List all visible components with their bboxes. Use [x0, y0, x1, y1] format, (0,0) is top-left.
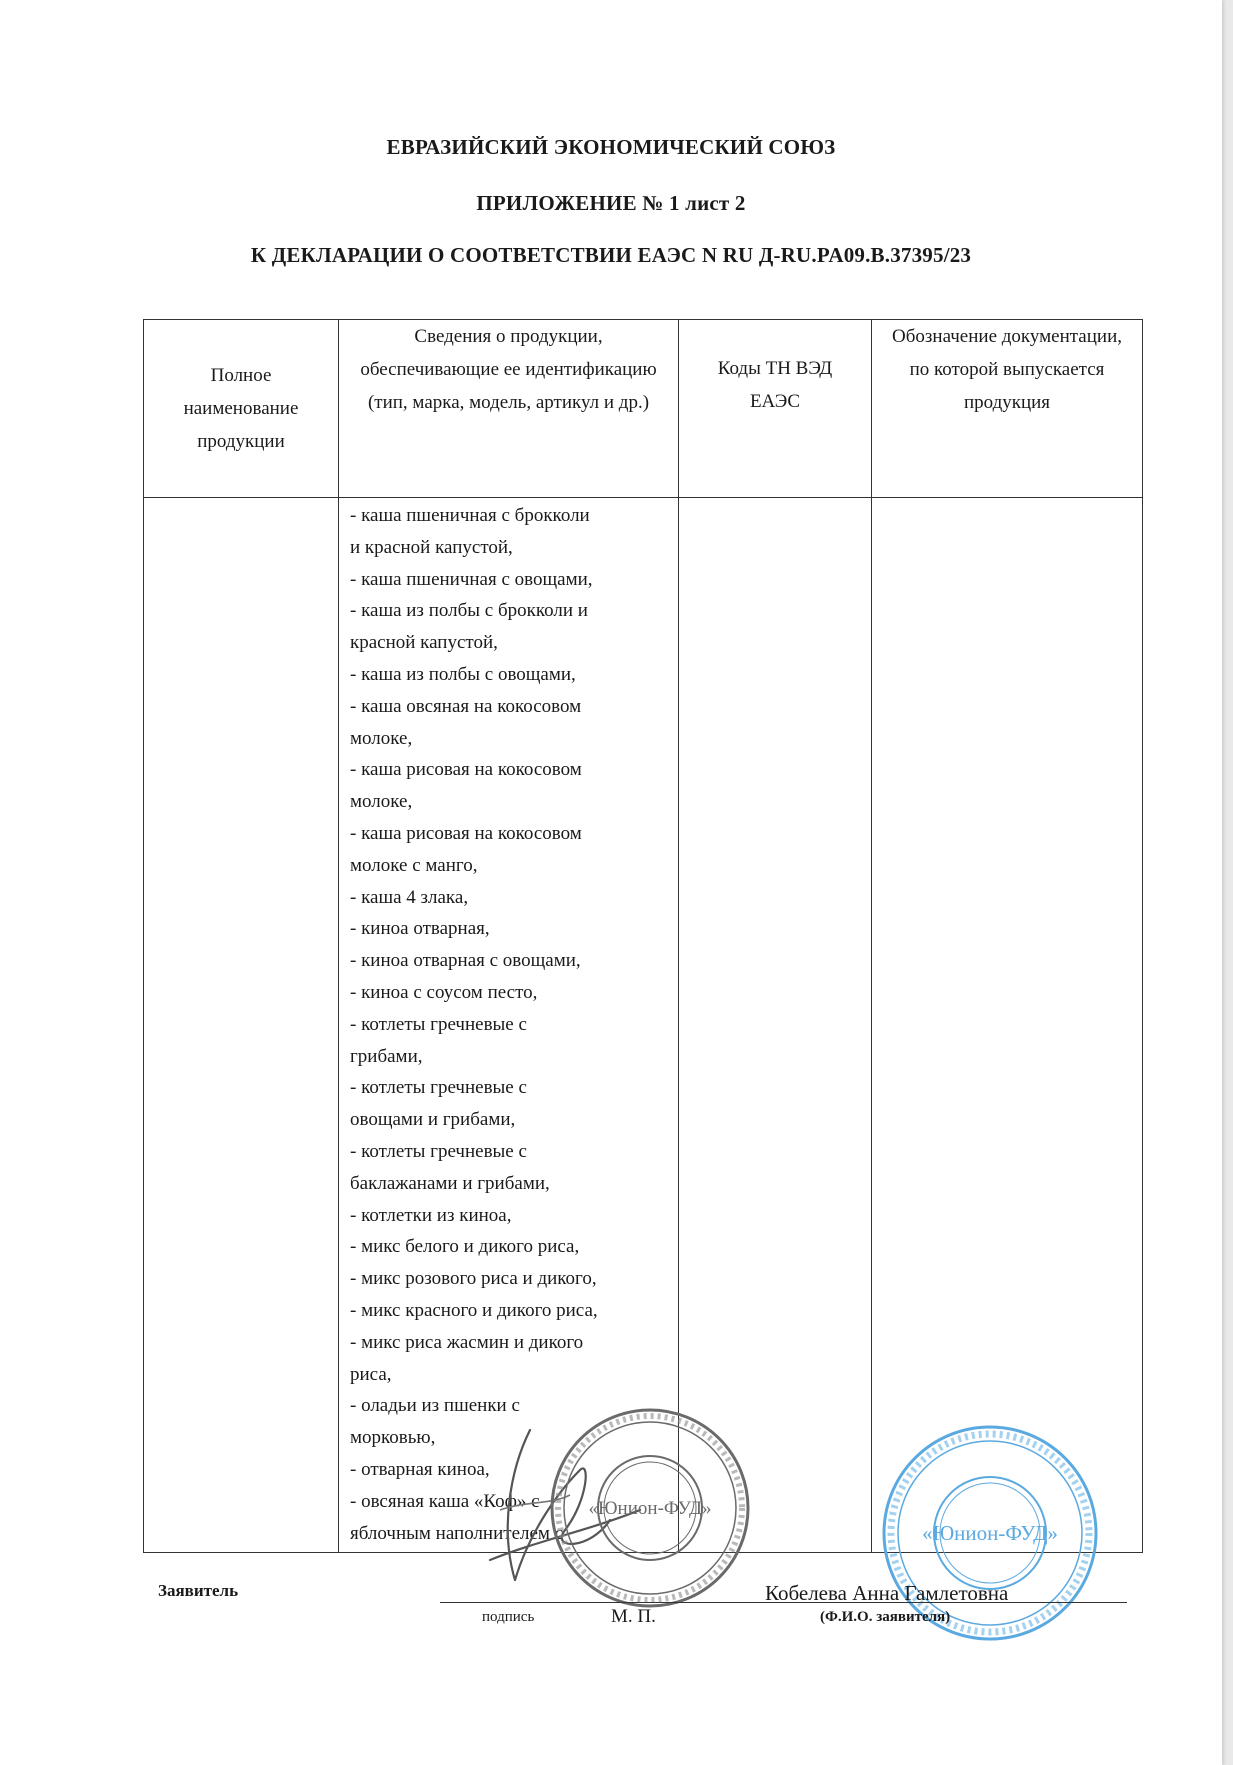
- list-item: - киноа с соусом песто,: [350, 981, 538, 1003]
- list-item: красной капустой,: [350, 632, 498, 654]
- cell-documentation: [872, 498, 1143, 1553]
- column-header-documentation: Обозначение документации, по которой выпускается продукция: [872, 320, 1143, 498]
- list-item: - каша из полбы с брокколи и: [350, 600, 588, 622]
- list-item: молоке,: [350, 791, 413, 813]
- applicant-name-caption: (Ф.И.О. заявителя): [820, 1609, 951, 1625]
- column-header-identification: Сведения о продукции, обеспечивающие ее идентификацию (тип, марка, модель, артикул и др.): [339, 320, 679, 498]
- list-item: молоке с манго,: [350, 854, 478, 876]
- list-item: - микс розового риса и дикого,: [350, 1268, 597, 1290]
- applicant-name: Кобелева Анна Гамлетовна: [765, 1581, 1009, 1605]
- list-item: - киноа отварная с овощами,: [350, 950, 581, 972]
- list-item: - овсяная каша «Коф» с: [350, 1490, 540, 1512]
- list-item: риса,: [350, 1363, 392, 1385]
- list-item: молоке,: [350, 727, 413, 749]
- cell-product-name: [144, 498, 339, 1553]
- list-item: - котлеты гречневые с: [350, 1077, 527, 1099]
- company-seal-left: [545, 1403, 755, 1613]
- cell-hs-codes: [679, 498, 872, 1553]
- list-item: - котлеты гречневые с: [350, 1140, 527, 1162]
- list-item: - отварная киноа,: [350, 1458, 490, 1480]
- cell-identification: [339, 498, 679, 1553]
- applicant-label: Заявитель: [158, 1581, 239, 1600]
- list-item: - каша овсяная на кокосовом: [350, 695, 582, 717]
- list-item: - микс риса жасмин и дикого: [350, 1331, 584, 1353]
- list-item: грибами,: [350, 1045, 423, 1067]
- list-item: - каша 4 злака,: [350, 886, 469, 908]
- list-item: баклажанами и грибами,: [350, 1172, 550, 1194]
- list-item: - каша пшеничная с брокколи: [350, 505, 590, 526]
- list-item: - микс красного и дикого риса,: [350, 1299, 598, 1321]
- list-item: - каша рисовая на кокосовом: [350, 759, 582, 781]
- list-item: - котлеты гречневые с: [350, 1013, 527, 1035]
- table-row: [144, 498, 1143, 1553]
- table-header-row: [144, 320, 1143, 498]
- column-header-hs-codes: Коды ТН ВЭД ЕАЭС: [679, 320, 872, 498]
- list-item: - киноа отварная,: [350, 918, 490, 940]
- column-header-product-name: Полное наименование продукции: [144, 320, 339, 498]
- list-item: яблочным наполнителем с: [350, 1522, 564, 1544]
- list-item: - котлетки из киноа,: [350, 1204, 512, 1226]
- list-item: морковью,: [350, 1427, 436, 1449]
- list-item: и красной капустой,: [350, 536, 513, 558]
- list-item: - оладьи из пшенки с: [350, 1395, 520, 1417]
- seal-caption: М. П.: [611, 1606, 656, 1627]
- product-list: [339, 500, 678, 1549]
- union-title: ЕВРАЗИЙСКИЙ ЭКОНОМИЧЕСКИЙ СОЮЗ: [386, 135, 836, 159]
- appendix-title: ПРИЛОЖЕНИЕ № 1 лист 2: [476, 191, 746, 215]
- signature-line: [440, 1602, 1127, 1603]
- left-seal-text: «Юнион-ФУД»: [588, 1498, 712, 1519]
- list-item: - каша из полбы с овощами,: [350, 663, 576, 685]
- list-item: - каша пшеничная с овощами,: [350, 568, 593, 590]
- declaration-title: К ДЕКЛАРАЦИИ О СООТВЕТСТВИИ ЕАЭС N RU Д-RU.PA09.B.37395/23: [250, 243, 972, 267]
- right-seal-text: «Юнион-ФУД»: [922, 1521, 1058, 1545]
- list-item: - каша рисовая на кокосовом: [350, 822, 582, 844]
- products-table: [143, 319, 1143, 1553]
- list-item: - микс белого и дикого риса,: [350, 1236, 580, 1258]
- list-item: овощами и грибами,: [350, 1109, 516, 1131]
- signature-caption: подпись: [482, 1609, 535, 1625]
